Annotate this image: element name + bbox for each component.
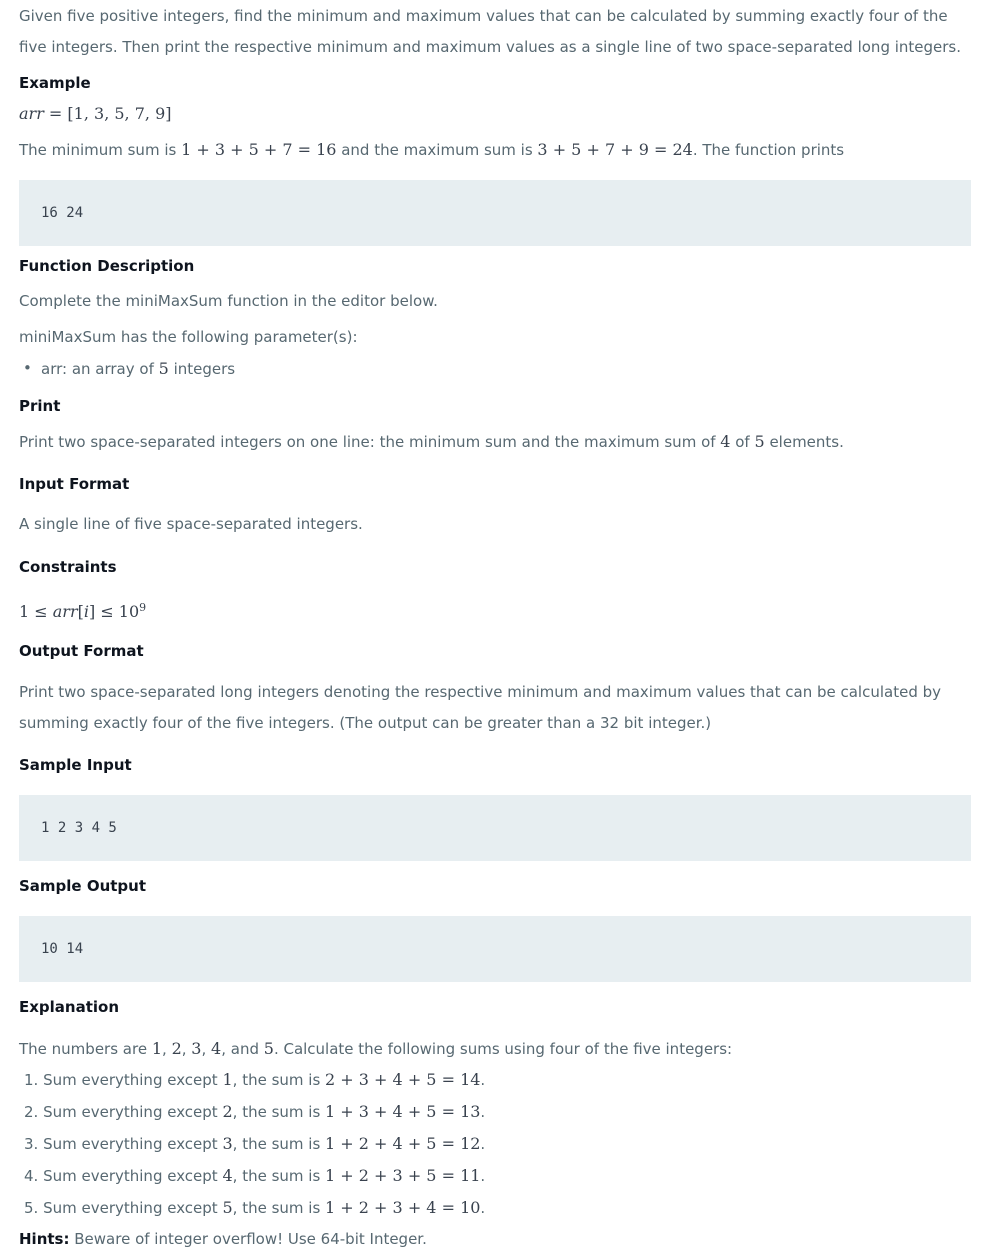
example-sentence-part: The minimum sum is <box>19 141 182 159</box>
print-total: 5 <box>754 432 765 451</box>
list-text: , the sum is <box>232 1103 326 1121</box>
sample-input-code-block: 1 2 3 4 5 <box>19 795 971 861</box>
excluded-number: 4 <box>222 1166 233 1185</box>
explanation-part: , <box>181 1040 192 1058</box>
example-code-block: 16 24 <box>19 180 971 246</box>
list-text: Sum everything except <box>43 1199 223 1217</box>
print-heading: Print <box>19 397 61 415</box>
explanation-text <box>19 1033 732 1065</box>
print-text-part: elements. <box>764 433 844 451</box>
parameter-list <box>19 353 235 385</box>
sample-input-heading: Sample Input <box>19 756 132 774</box>
example-array <box>19 98 172 130</box>
list-text: Sum everything except <box>43 1103 223 1121</box>
hints-label: Hints: <box>19 1230 70 1248</box>
list-text: . <box>480 1071 486 1089</box>
example-heading: Example <box>19 74 91 92</box>
explanation-part: , and <box>221 1040 264 1058</box>
explanation-heading: Explanation <box>19 998 120 1016</box>
input-format-text: A single line of five space-separated integers. <box>19 515 363 533</box>
example-array-var: arr <box>19 104 44 123</box>
list-number: 3. <box>24 1135 39 1153</box>
list-item <box>19 1160 485 1192</box>
explanation-list <box>19 1064 485 1224</box>
example-min-expression: 1 + 3 + 5 + 7 = 16 <box>181 140 337 159</box>
sum-expression: 1 + 2 + 3 + 4 = 10 <box>325 1198 481 1217</box>
explanation-number: 1 <box>151 1039 163 1058</box>
parameter-text: arr: an array of <box>41 360 159 378</box>
list-item <box>19 1096 485 1128</box>
output-format-heading: Output Format <box>19 642 144 660</box>
excluded-number: 1 <box>222 1070 233 1089</box>
excluded-number: 5 <box>222 1198 233 1217</box>
list-text: . <box>480 1167 486 1185</box>
input-format-heading: Input Format <box>19 475 130 493</box>
constraint-var: arr <box>52 602 78 621</box>
print-text <box>19 426 844 458</box>
list-item <box>19 353 235 385</box>
list-text: . <box>480 1199 486 1217</box>
constraint-exponent: 9 <box>139 601 147 614</box>
list-number: 1. <box>24 1071 39 1089</box>
explanation-number: 5 <box>263 1039 274 1058</box>
explanation-part: . Calculate the following sums using four of the five integers: <box>273 1040 733 1058</box>
explanation-number: 2 <box>171 1039 182 1058</box>
parameters-intro: miniMaxSum has the following parameter(s): <box>19 328 358 346</box>
sum-expression: 1 + 3 + 4 + 5 = 13 <box>325 1102 481 1121</box>
output-format-text: Print two space-separated long integers denoting the respective minimum and maximum values that can be calculated by summing exactly four of the five integers. (The output can be greater than a 32 bit integer.) <box>19 683 942 732</box>
parameter-size: 5 <box>158 359 169 378</box>
sum-expression: 1 + 2 + 4 + 5 = 12 <box>325 1134 481 1153</box>
example-sentence <box>19 134 844 166</box>
sample-output-heading: Sample Output <box>19 877 147 895</box>
list-text: Sum everything except <box>43 1135 223 1153</box>
explanation-part: The numbers are <box>19 1040 152 1058</box>
intro-text: Given five positive integers, find the minimum and maximum values that can be calculated by summing exactly four of the five integers. Then print the respective minimum and maximum values as a single line of two space-separated long integers. <box>19 7 962 56</box>
hints-body: Beware of integer overflow! Use 64-bit Integer. <box>69 1230 427 1248</box>
list-text: . <box>480 1135 486 1153</box>
print-count: 4 <box>720 432 731 451</box>
list-text: . <box>480 1103 486 1121</box>
list-number: 4. <box>24 1167 39 1185</box>
list-item <box>19 1064 485 1096</box>
list-text: , the sum is <box>232 1199 326 1217</box>
explanation-number: 4 <box>211 1039 222 1058</box>
list-item <box>19 1192 485 1224</box>
list-number: 5. <box>24 1199 39 1217</box>
function-description-text: Complete the miniMaxSum function in the editor below. <box>19 292 438 310</box>
excluded-number: 3 <box>222 1134 233 1153</box>
list-text: , the sum is <box>232 1167 326 1185</box>
constraints-expression <box>19 592 146 628</box>
excluded-number: 2 <box>222 1102 233 1121</box>
example-array-value: = [1, 3, 5, 7, 9] <box>43 104 172 123</box>
print-text-part: of <box>730 433 755 451</box>
explanation-part: , <box>162 1040 172 1058</box>
print-text-part: Print two space-separated integers on one line: the minimum sum and the maximum sum of <box>19 433 721 451</box>
function-description-heading: Function Description <box>19 257 195 275</box>
explanation-number: 3 <box>191 1039 202 1058</box>
sum-expression: 2 + 3 + 4 + 5 = 14 <box>325 1070 481 1089</box>
list-text: Sum everything except <box>43 1167 223 1185</box>
example-max-expression: 3 + 5 + 7 + 9 = 24 <box>537 140 693 159</box>
hints-text <box>19 1224 427 1255</box>
sum-expression: 1 + 2 + 3 + 5 = 11 <box>325 1166 481 1185</box>
constraints-heading: Constraints <box>19 558 117 576</box>
list-text: , the sum is <box>232 1071 326 1089</box>
parameter-text: integers <box>168 360 236 378</box>
explanation-part: , <box>201 1040 212 1058</box>
constraint-part: [ <box>77 602 84 621</box>
constraint-index: i <box>83 602 89 621</box>
constraint-part: ] ≤ 10 <box>88 602 140 621</box>
list-text: , the sum is <box>232 1135 326 1153</box>
constraint-part: 1 ≤ <box>19 602 53 621</box>
example-sentence-part: and the maximum sum is <box>336 141 538 159</box>
sample-output-code-block: 10 14 <box>19 916 971 982</box>
list-item <box>19 1128 485 1160</box>
example-sentence-part: . The function prints <box>692 141 845 159</box>
list-number: 2. <box>24 1103 39 1121</box>
list-text: Sum everything except <box>43 1071 223 1089</box>
